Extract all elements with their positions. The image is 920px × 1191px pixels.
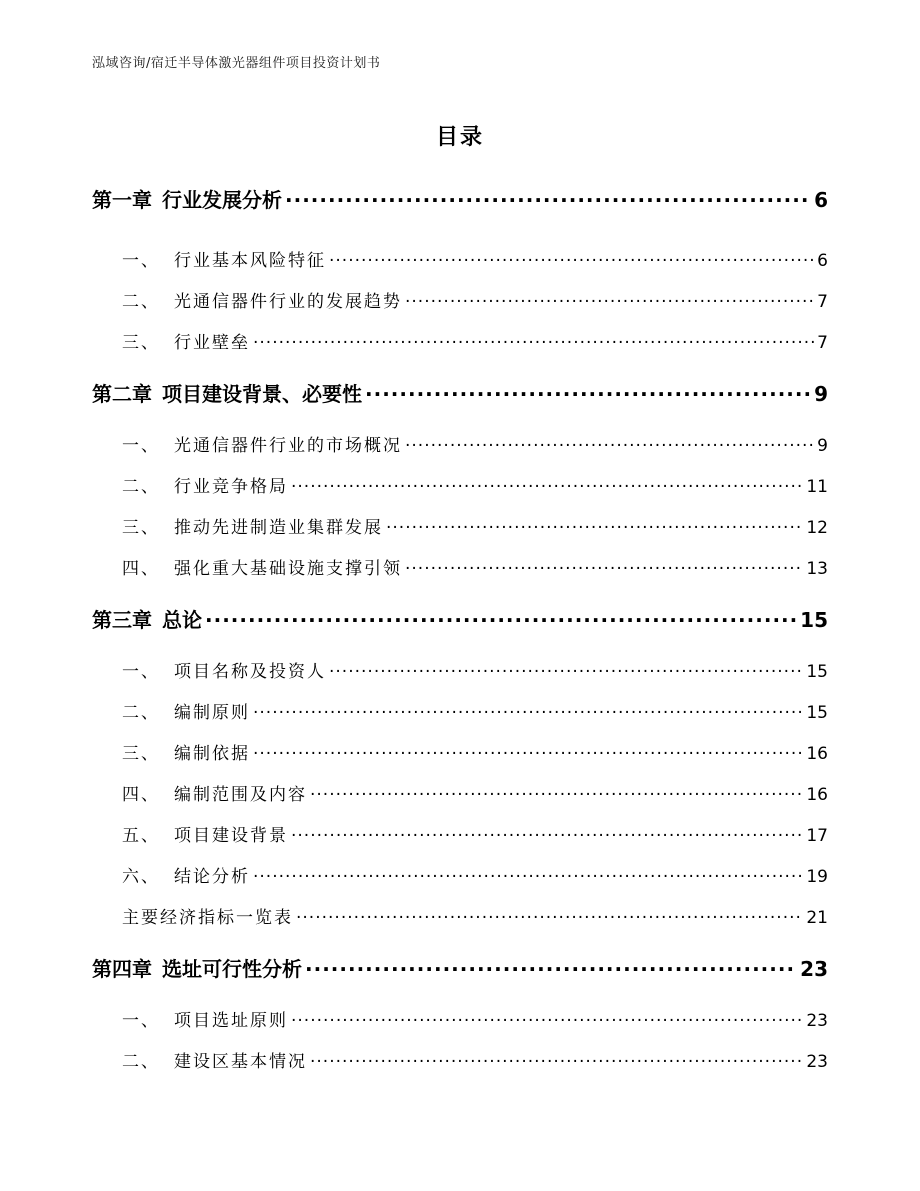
toc-entry-text: 光通信器件行业的市场概况 [174,436,402,456]
toc-entry-number: 第四章 [92,957,152,981]
toc-entry-number: 一、 [122,662,160,682]
toc-entry-label [92,431,402,456]
toc-section-3-4[interactable] [92,780,828,805]
toc-entry-label [92,903,293,928]
toc-entry-label [92,862,250,887]
toc-page-number: 23 [806,1011,828,1031]
toc-entry-number: 三、 [122,744,160,764]
toc-entry-text: 编制依据 [174,744,250,764]
toc-section-1-2[interactable] [92,287,828,312]
toc-page-number: 6 [817,251,828,271]
toc-entry-label [92,780,307,805]
toc-entry-number: 二、 [122,1052,160,1072]
toc-entry-label [92,184,282,213]
toc-entry-label [92,953,302,982]
toc-entry-text: 总论 [162,608,202,632]
toc-entry-label [92,821,288,846]
toc-page-number: 17 [806,826,828,846]
dot-leader [291,1009,803,1026]
dot-leader [386,516,803,533]
running-header: 泓域咨询/宿迁半导体激光器组件项目投资计划书 [92,56,381,71]
toc-page-number: 16 [806,744,828,764]
toc-entry-text: 结论分析 [174,867,250,887]
toc-page-number: 21 [806,908,828,928]
toc-entry-number: 三、 [122,333,160,353]
toc-section-1-1[interactable] [92,246,828,271]
toc-entry-label [92,739,250,764]
dot-leader [253,742,803,759]
toc-entry-number: 一、 [122,436,160,456]
dot-leader [405,557,803,574]
toc-section-3-5[interactable] [92,821,828,846]
toc-page-number: 7 [817,333,828,353]
toc-section-3-6[interactable] [92,862,828,887]
toc-entry-number: 四、 [122,785,160,805]
toc-section-3-2[interactable] [92,698,828,723]
toc-entry-label [92,604,202,633]
dot-leader [310,1050,803,1067]
toc-entry-text: 项目建设背景、必要性 [162,382,362,406]
toc-page-number: 15 [806,703,828,723]
toc-entry-text: 项目建设背景 [174,826,288,846]
toc-section-2-4[interactable] [92,554,828,579]
dot-leader [405,434,814,451]
dot-leader [205,607,797,627]
toc-page-number: 13 [806,559,828,579]
toc-entry-number: 第二章 [92,382,152,406]
toc-page-number: 15 [806,662,828,682]
toc-entry-number: 一、 [122,251,160,271]
toc-entry-number: 二、 [122,703,160,723]
dot-leader [305,956,797,976]
toc-page-number: 6 [814,188,828,212]
dot-leader [291,475,803,492]
toc-entry-label [92,287,402,312]
toc-entry-number: 第一章 [92,188,152,212]
toc-entry-label [92,657,326,682]
toc-entry-label [92,554,402,579]
toc-entry-number: 第三章 [92,608,152,632]
toc-title: 目录 [435,125,484,150]
toc-section-4-1[interactable] [92,1006,828,1031]
toc-chapter-1[interactable] [92,184,828,213]
toc-page-number: 23 [800,957,828,981]
toc-entry-number: 四、 [122,559,160,579]
dot-leader [365,381,811,401]
toc-entry-text: 编制原则 [174,703,250,723]
dot-leader [405,290,814,307]
toc-entry-text: 行业基本风险特征 [174,251,326,271]
toc-entry-label [92,246,326,271]
dot-leader [291,824,803,841]
toc-page-number: 15 [800,608,828,632]
toc-page-number: 12 [806,518,828,538]
toc-section-3-3[interactable] [92,739,828,764]
toc-chapter-4[interactable] [92,953,828,982]
toc-entry-number: 五、 [122,826,160,846]
toc-section-1-3[interactable] [92,328,828,353]
toc-entry-number: 六、 [122,867,160,887]
toc-entry-label [92,1047,307,1072]
toc-entry-label [92,1006,288,1031]
toc-entry-text: 项目名称及投资人 [174,662,326,682]
toc-page-number: 11 [806,477,828,497]
toc-chapter-2[interactable] [92,378,828,407]
toc-entry-number: 三、 [122,518,160,538]
toc-entry-text: 项目选址原则 [174,1011,288,1031]
dot-leader [310,783,803,800]
toc-chapter-3[interactable] [92,604,828,633]
dot-leader [329,660,803,677]
toc-page-number: 16 [806,785,828,805]
toc-section-3-table[interactable] [92,903,828,928]
toc-entry-number: 一、 [122,1011,160,1031]
toc-entry-label [92,513,383,538]
toc-page-number: 9 [814,382,828,406]
toc-entry-text: 强化重大基础设施支撑引领 [174,559,402,579]
toc-entry-text: 光通信器件行业的发展趋势 [174,292,402,312]
toc-entry-label [92,328,250,353]
dot-leader [296,906,803,923]
toc-entry-label [92,378,362,407]
toc-page-number: 9 [817,436,828,456]
dot-leader [253,701,803,718]
toc-entry-text: 行业壁垒 [174,333,250,353]
toc-section-3-1[interactable] [92,657,828,682]
toc-entry-text: 编制范围及内容 [174,785,307,805]
toc-entry-text: 建设区基本情况 [174,1052,307,1072]
toc-entry-text: 主要经济指标一览表 [122,908,293,928]
dot-leader [253,865,803,882]
toc-section-2-3[interactable] [92,513,828,538]
dot-leader [285,187,811,207]
toc-entry-text: 推动先进制造业集群发展 [174,518,383,538]
dot-leader [329,249,814,266]
dot-leader [253,331,814,348]
toc-page-number: 23 [806,1052,828,1072]
toc-section-2-2[interactable] [92,472,828,497]
toc-entry-label [92,698,250,723]
toc-entry-number: 二、 [122,477,160,497]
toc-section-4-2[interactable] [92,1047,828,1072]
toc-entry-text: 行业竞争格局 [174,477,288,497]
toc-entry-text: 选址可行性分析 [162,957,302,981]
toc-page-number: 7 [817,292,828,312]
toc-entry-text: 行业发展分析 [162,188,282,212]
toc-page-number: 19 [806,867,828,887]
toc-section-2-1[interactable] [92,431,828,456]
toc-entry-number: 二、 [122,292,160,312]
toc-entry-label [92,472,288,497]
